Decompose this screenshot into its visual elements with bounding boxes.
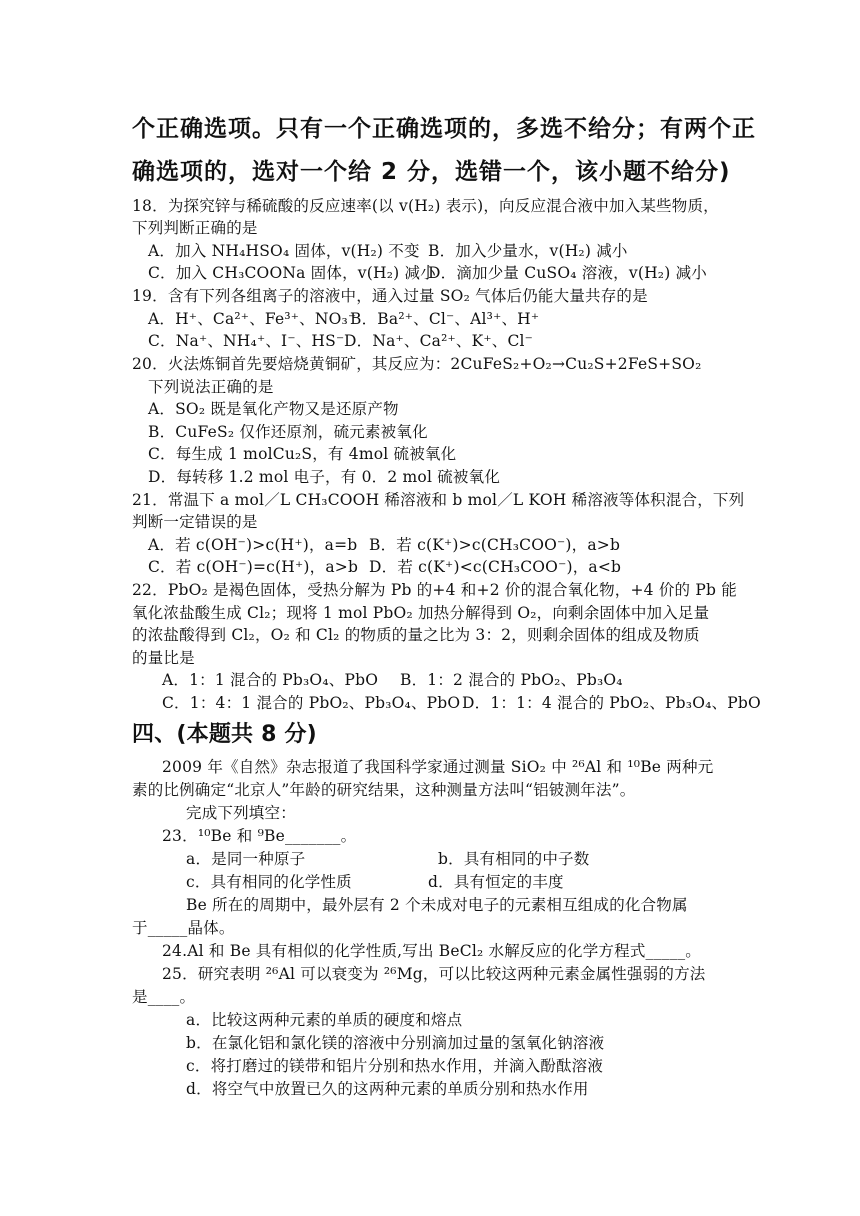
q21-stem-1: 21．常温下 a mol／L CH₃COOH 稀溶液和 b mol／L KOH 稀溶液等体积混合，下列 [132,491,745,509]
q23-option-d: d．具有恒定的丰度 [428,873,564,891]
instruction-line-1: 个正确选项。只有一个正确选项的，多选不给分；有两个正 [132,116,756,142]
q20-option-b: B．CuFeS₂ 仅作还原剂，硫元素被氧化 [148,423,428,441]
q21-stem-2: 判断一定错误的是 [132,513,258,531]
q22-stem-1: 22．PbO₂ 是褐色固体，受热分解为 Pb 的+4 和+2 价的混合氧化物，+4 价的 Pb 能 [132,581,737,599]
q22-stem-2: 氧化浓盐酸生成 Cl₂；现将 1 mol PbO₂ 加热分解得到 O₂，向剩余固体中加入足量 [132,604,710,622]
q19-option-a: A．H⁺、Ca²⁺、Fe³⁺、NO₃⁻ [148,310,357,328]
instruction-line-2: 确选项的，选对一个给 2 分，选错一个，该小题不给分) [132,159,731,185]
q22-option-b: B．1：2 混合的 PbO₂、Pb₃O₄ [400,671,623,689]
q20-option-d: D．每转移 1.2 mol 电子，有 0．2 mol 硫被氧化 [148,468,501,486]
q19-option-d: D．Na⁺、Ca²⁺、K⁺、Cl⁻ [344,332,534,350]
q18-option-c: C．加入 CH₃COONa 固体，v(H₂) 减小 [148,264,436,282]
q19-option-c: C．Na⁺、NH₄⁺、I⁻、HS⁻ [148,332,345,350]
q25-option-d: d．将空气中放置已久的这两种元素的单质分别和热水作用 [186,1080,589,1098]
q18-option-a: A．加入 NH₄HSO₄ 固体，v(H₂) 不变 [148,242,420,260]
q23-stem: 23．¹⁰Be 和 ⁹Be_______。 [162,827,357,845]
q20-option-a: A．SO₂ 既是氧化产物又是还原产物 [148,400,399,418]
q25-option-b: b．在氯化铝和氯化镁的溶液中分别滴加过量的氢氧化钠溶液 [186,1034,605,1052]
section-4-prompt: 完成下列填空： [186,804,296,822]
q23-option-b: b．具有相同的中子数 [438,850,590,868]
q23-extra-1: Be 所在的周期中，最外层有 2 个未成对电子的元素相互组成的化合物属 [186,896,688,914]
q23-extra-2: 于_____晶体。 [132,919,235,937]
q22-option-d: D．1：1：4 混合的 PbO₂、Pb₃O₄、PbO [462,694,761,712]
q22-option-a: A．1：1 混合的 Pb₃O₄、PbO [162,671,379,689]
q19-option-b: B．Ba²⁺、Cl⁻、Al³⁺、H⁺ [350,310,540,328]
q22-stem-3: 的浓盐酸得到 Cl₂，O₂ 和 Cl₂ 的物质的量之比为 3：2，则剩余固体的组成及物质 [132,626,700,644]
q23-option-c: c．具有相同的化学性质 [186,873,352,891]
q25-stem-2: 是____。 [132,988,196,1006]
q22-stem-4: 的量比是 [132,649,195,667]
q23-option-a: a．是同一种原子 [186,850,306,868]
q19-stem: 19．含有下列各组离子的溶液中，通入过量 SO₂ 气体后仍能大量共存的是 [132,287,648,305]
section-4-heading: 四、(本题共 8 分) [132,722,317,747]
q20-stem-1: 20．火法炼铜首先要焙烧黄铜矿，其反应为：2CuFeS₂+O₂→Cu₂S+2FeS+SO₂ [132,355,702,373]
q21-option-c: C．若 c(OH⁻)=c(H⁺)，a>b [148,558,359,576]
q21-option-a: A．若 c(OH⁻)>c(H⁺)，a=b [148,536,358,554]
q20-stem-2: 下列说法正确的是 [148,378,274,396]
q21-option-b: B．若 c(K⁺)>c(CH₃COO⁻)，a>b [369,536,621,554]
q18-stem-2: 下列判断正确的是 [132,219,258,237]
section-4-intro-2: 素的比例确定“北京人”年龄的研究结果，这种测量方法叫“铝铍测年法”。 [132,781,636,799]
q21-option-d: D．若 c(K⁺)<c(CH₃COO⁻)，a<b [369,558,622,576]
q20-option-c: C．每生成 1 molCu₂S，有 4mol 硫被氧化 [148,445,457,463]
q22-option-c: C．1：4：1 混合的 PbO₂、Pb₃O₄、PbO [162,694,461,712]
q18-option-b: B．加入少量水，v(H₂) 减小 [428,242,628,260]
q25-option-c: c．将打磨过的镁带和铝片分别和热水作用，并滴入酚酞溶液 [186,1057,604,1075]
q18-stem-1: 18．为探究锌与稀硫酸的反应速率(以 v(H₂) 表示)，向反应混合液中加入某些物质， [132,197,719,215]
section-4-intro-1: 2009 年《自然》杂志报道了我国科学家通过测量 SiO₂ 中 ²⁶Al 和 ¹⁰Be 两种元 [162,758,714,776]
q18-option-d: D．滴加少量 CuSO₄ 溶液，v(H₂) 减小 [428,264,707,282]
q24-stem: 24.Al 和 Be 具有相似的化学性质,写出 BeCl₂ 水解反应的化学方程式_____。 [162,942,701,960]
q25-stem-1: 25．研究表明 ²⁶Al 可以衰变为 ²⁶Mg，可以比较这两种元素金属性强弱的方法 [162,965,706,983]
q25-option-a: a．比较这两种元素的单质的硬度和熔点 [186,1011,463,1029]
